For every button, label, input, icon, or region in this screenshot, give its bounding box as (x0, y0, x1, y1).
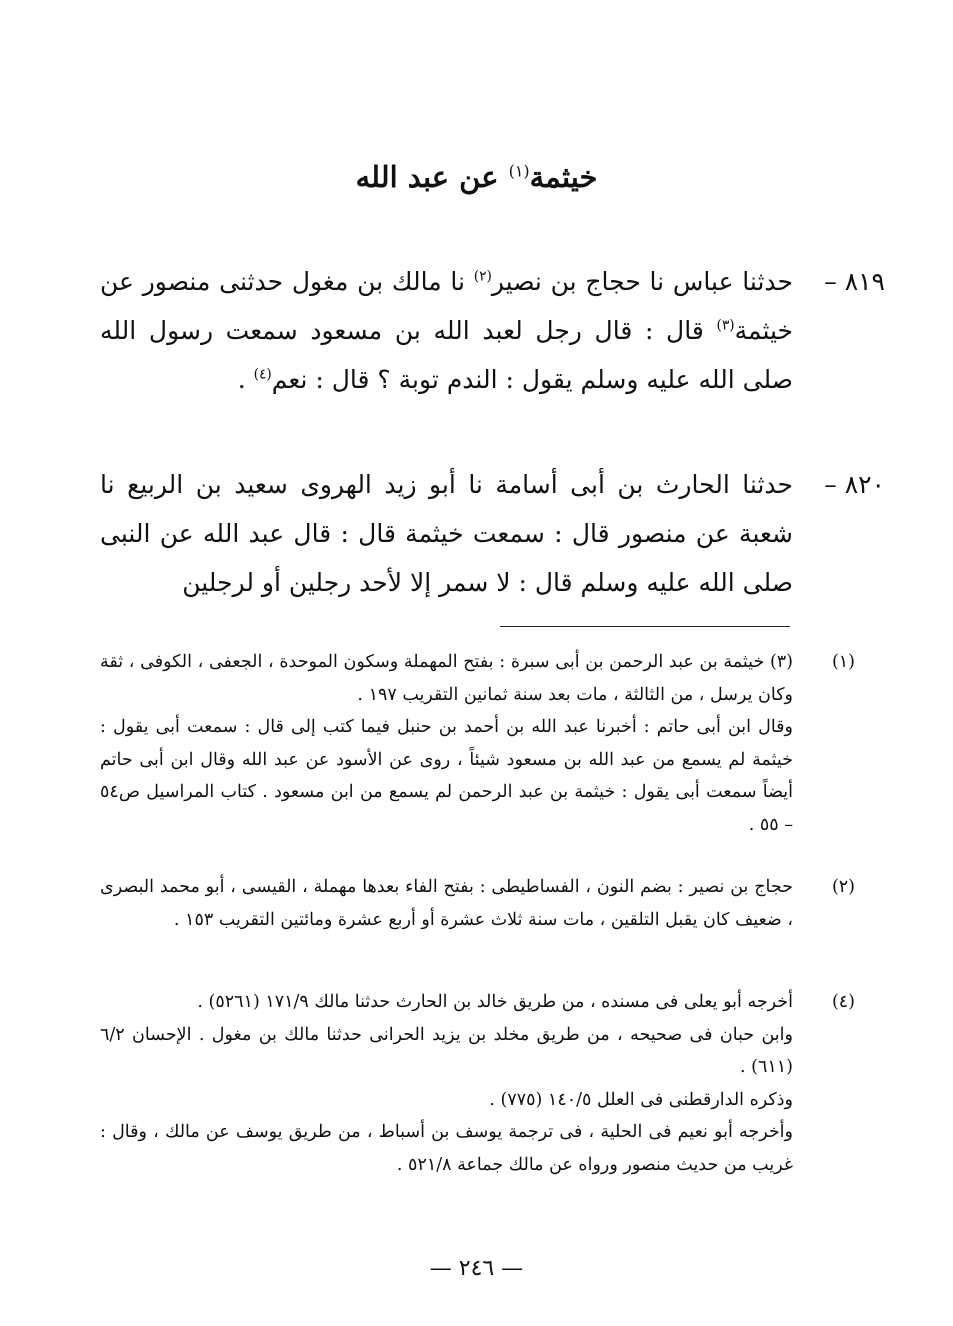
footnote-marker: (٣) (716, 317, 735, 334)
title-footnote-marker: (١) (508, 161, 530, 181)
chapter-title (0, 160, 953, 194)
footnote-number: (٤) (831, 992, 855, 1012)
footnote-4 (100, 986, 855, 1182)
hadith-text: نا مالك بن مغول حدثنى منصور عن خيثمة (100, 267, 793, 345)
footnote-1 (100, 646, 855, 842)
hadith-text: قال : قال رجل لعبد الله بن مسعود سمعت رسول الله صلى الله عليه وسلم يقول : الندم توبة ؟ قال : نعم (100, 316, 793, 394)
footnote-paragraph: وابن حبان فى صحيحه ، من طريق مخلد بن يزيد الحرانى حدثنا مالك بن مغول . الإحسان ٦/٢ (٦١١) . (100, 1024, 793, 1078)
hadith-text: حدثنا الحارث بن أبى أسامة نا أبو زيد الهروى سعيد بن الربيع نا شعبة عن منصور قال : سمعت خيثمة قال : قال عبد الله عن النبى صلى الله عليه وسلم قال : لا سمر إلا لأحد رجلين أو لرجلين (100, 470, 793, 597)
footnote-paragraph: وقال ابن أبى حاتم : أخبرنا عبد الله بن أحمد بن حنبل فيما كتب إلى قال : سمعت أبى يقول : خيثمة لم يسمع من عبد الله بن مسعود شيئاً ، روى عن الأسود عن عبد الله وقال ابن أبى حاتم أيضاً سمعت أبى يقول : خيثمة بن عبد الرحمن لم يسمع من ابن مسعود . كتاب المراسيل ص٥٤ – ٥٥ . (100, 717, 793, 835)
hadith-text: . (237, 365, 254, 394)
hadith-text: حدثنا عباس نا حجاج بن نصير (491, 267, 793, 296)
footnote-number: (١) (831, 652, 855, 672)
title-text: خيثمة (529, 160, 598, 194)
title-text-rest: عن عبد الله (355, 160, 509, 194)
hadith-number: ٨٢٠ – (824, 470, 885, 499)
footnote-paragraph: وأخرجه أبو نعيم فى الحلية ، فى ترجمة يوسف بن أسباط ، من طريق يوسف عن مالك ، وقال : غريب من حديث منصور ورواه عن مالك جماعة ٥٢١/٨ . (100, 1122, 793, 1175)
footnote-paragraph: وذكره الدارقطنى فى العلل ١٤٠/٥ (٧٧٥) . (489, 1089, 793, 1110)
footnote-2 (100, 871, 855, 936)
hadith-819 (100, 257, 885, 404)
footnote-paragraph: أخرجه أبو يعلى فى مسنده ، من طريق خالد بن الحارث حدثنا مالك ١٧١/٩ (٥٢٦١) . (197, 992, 793, 1012)
footnote-paragraph: (٣) خيثمة بن عبد الرحمن بن أبى سبرة : بفتح المهملة وسكون الموحدة ، الجعفى ، الكوفى ، ثقة وكان يرسل ، من الثالثة ، مات بعد سنة ثمانين التقريب ١٩٧ . (100, 652, 793, 705)
page-number: — ٢٤٦ — (429, 1256, 524, 1281)
footnote-number: (٢) (831, 877, 855, 897)
hadith-number: ٨١٩ – (824, 267, 885, 296)
footnote-marker: (٤) (253, 366, 272, 383)
hadith-820 (100, 460, 885, 607)
footnote-separator (500, 626, 790, 627)
footnote-marker: (٢) (473, 268, 492, 285)
footnote-paragraph: حجاج بن نصير : بضم النون ، الفساطيطى : بفتح الفاء بعدها مهملة ، القيسى ، أبو محمد البصرى ، ضعيف كان يقبل التلقين ، مات سنة ثلاث عشرة أو أربع عشرة ومائتين التقريب ١٥٣ . (100, 877, 793, 930)
